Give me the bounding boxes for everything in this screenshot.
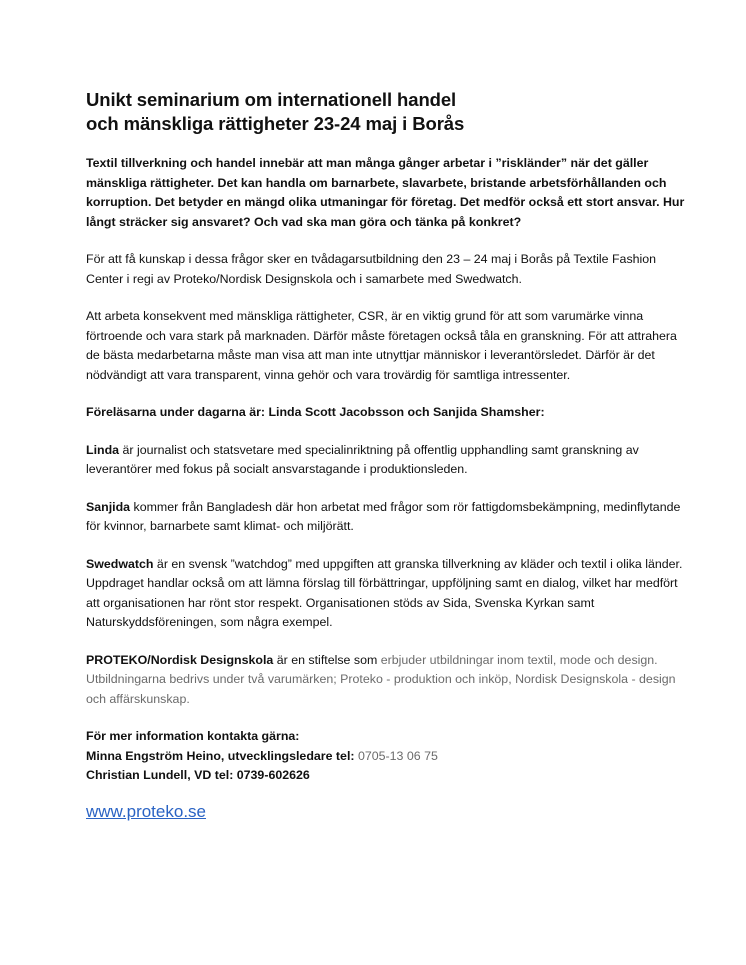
linda-name: Linda: [86, 442, 120, 457]
paragraph-human-rights: Att arbeta konsekvent med mänskliga rättigheter, CSR, är en viktig grund för att som varumärke vinna förtroende och vara stark på marknaden. Därför måste företagen också tåla en granskning. För att attrahera de bästa medarbetarna måste man visa att man inte utnyttjar människor i leverantörsledet. Därför är det nödvändigt att vara transparent, vinna gehör och vara trovärdig för samtliga intressenter.: [86, 309, 677, 382]
proteko-text-dark: är en stiftelse som: [273, 652, 381, 667]
contact-person-1-phone: 0705-13 06 75: [357, 748, 438, 763]
paragraph-linda: [86, 441, 686, 480]
contact-person-1-label: Minna Engström Heino, utvecklingsledare tel:: [86, 748, 358, 763]
lead-paragraph: Textil tillverkning och handel innebär att man många gånger arbetar i ”riskländer” när det gäller mänskliga rättigheter. Det kan handla om barnarbete, slavarbete, bristande arbetsförhållanden och korruption. Det betyder en mängd olika utmaningar för företag. Det medför också ett stort ansvar. Hur långt sträcker sig ansvaret? Och vad ska man göra och tänka på konkret?: [86, 156, 685, 229]
title-line-2: och mänskliga rättigheter 23-24 maj i Borås: [86, 113, 465, 134]
lecturers-heading: Föreläsarna under dagarna är: Linda Scott Jacobsson och Sanjida Shamsher:: [86, 405, 545, 419]
sanjida-name: Sanjida: [86, 499, 131, 514]
proteko-text-gray: erbjuder utbildningar inom textil, mode och design. Utbildningarna bedrivs under två varumärken; Proteko - produktion och inköp, Nordisk Designskola - design och affärskunskap.: [86, 652, 676, 706]
swedwatch-text: är en svensk ”watchdog” med uppgiften att granska tillverkning av kläder och textil i olika länder. Uppdraget handlar också om att lämna förslag till förbättringar, uppföljning samt en dialog, vilket har medfört att organisationen har rönt stor respekt. Organisationen stöds av Sida, Svenska Kyrkan samt Naturskyddsföreningen, som några exempel.: [86, 556, 683, 629]
website-link[interactable]: www.proteko.se: [86, 801, 206, 821]
paragraph-sanjida: [86, 498, 686, 537]
paragraph-swedwatch: [86, 555, 686, 633]
sanjida-text: kommer från Bangladesh där hon arbetat med frågor som rör fattigdomsbekämpning, medinflytande för kvinnor, barnarbete samt klimat- och miljörätt.: [86, 499, 681, 533]
paragraph-proteko: [86, 651, 686, 710]
page-title: [86, 88, 686, 136]
proteko-name: PROTEKO/Nordisk Designskola: [86, 652, 274, 667]
contact-person-1: [86, 747, 686, 767]
contact-person-2: Christian Lundell, VD tel: 0739-602626: [86, 768, 310, 782]
linda-text: är journalist och statsvetare med specialinriktning på offentlig upphandling samt granskning av leverantörer med fokus på socialt ansvarstagande i produktionsleden.: [86, 442, 639, 476]
paragraph-course-info: För att få kunskap i dessa frågor sker en tvådagarsutbildning den 23 – 24 maj i Borås på Textile Fashion Center i regi av Proteko/Nordisk Designskola och i samarbete med Swedwatch.: [86, 252, 657, 286]
title-line-1: Unikt seminarium om internationell handel: [86, 89, 457, 110]
swedwatch-name: Swedwatch: [86, 556, 154, 571]
document-page: [86, 88, 686, 822]
contact-heading: För mer information kontakta gärna:: [86, 729, 300, 743]
contact-block: [86, 727, 686, 786]
